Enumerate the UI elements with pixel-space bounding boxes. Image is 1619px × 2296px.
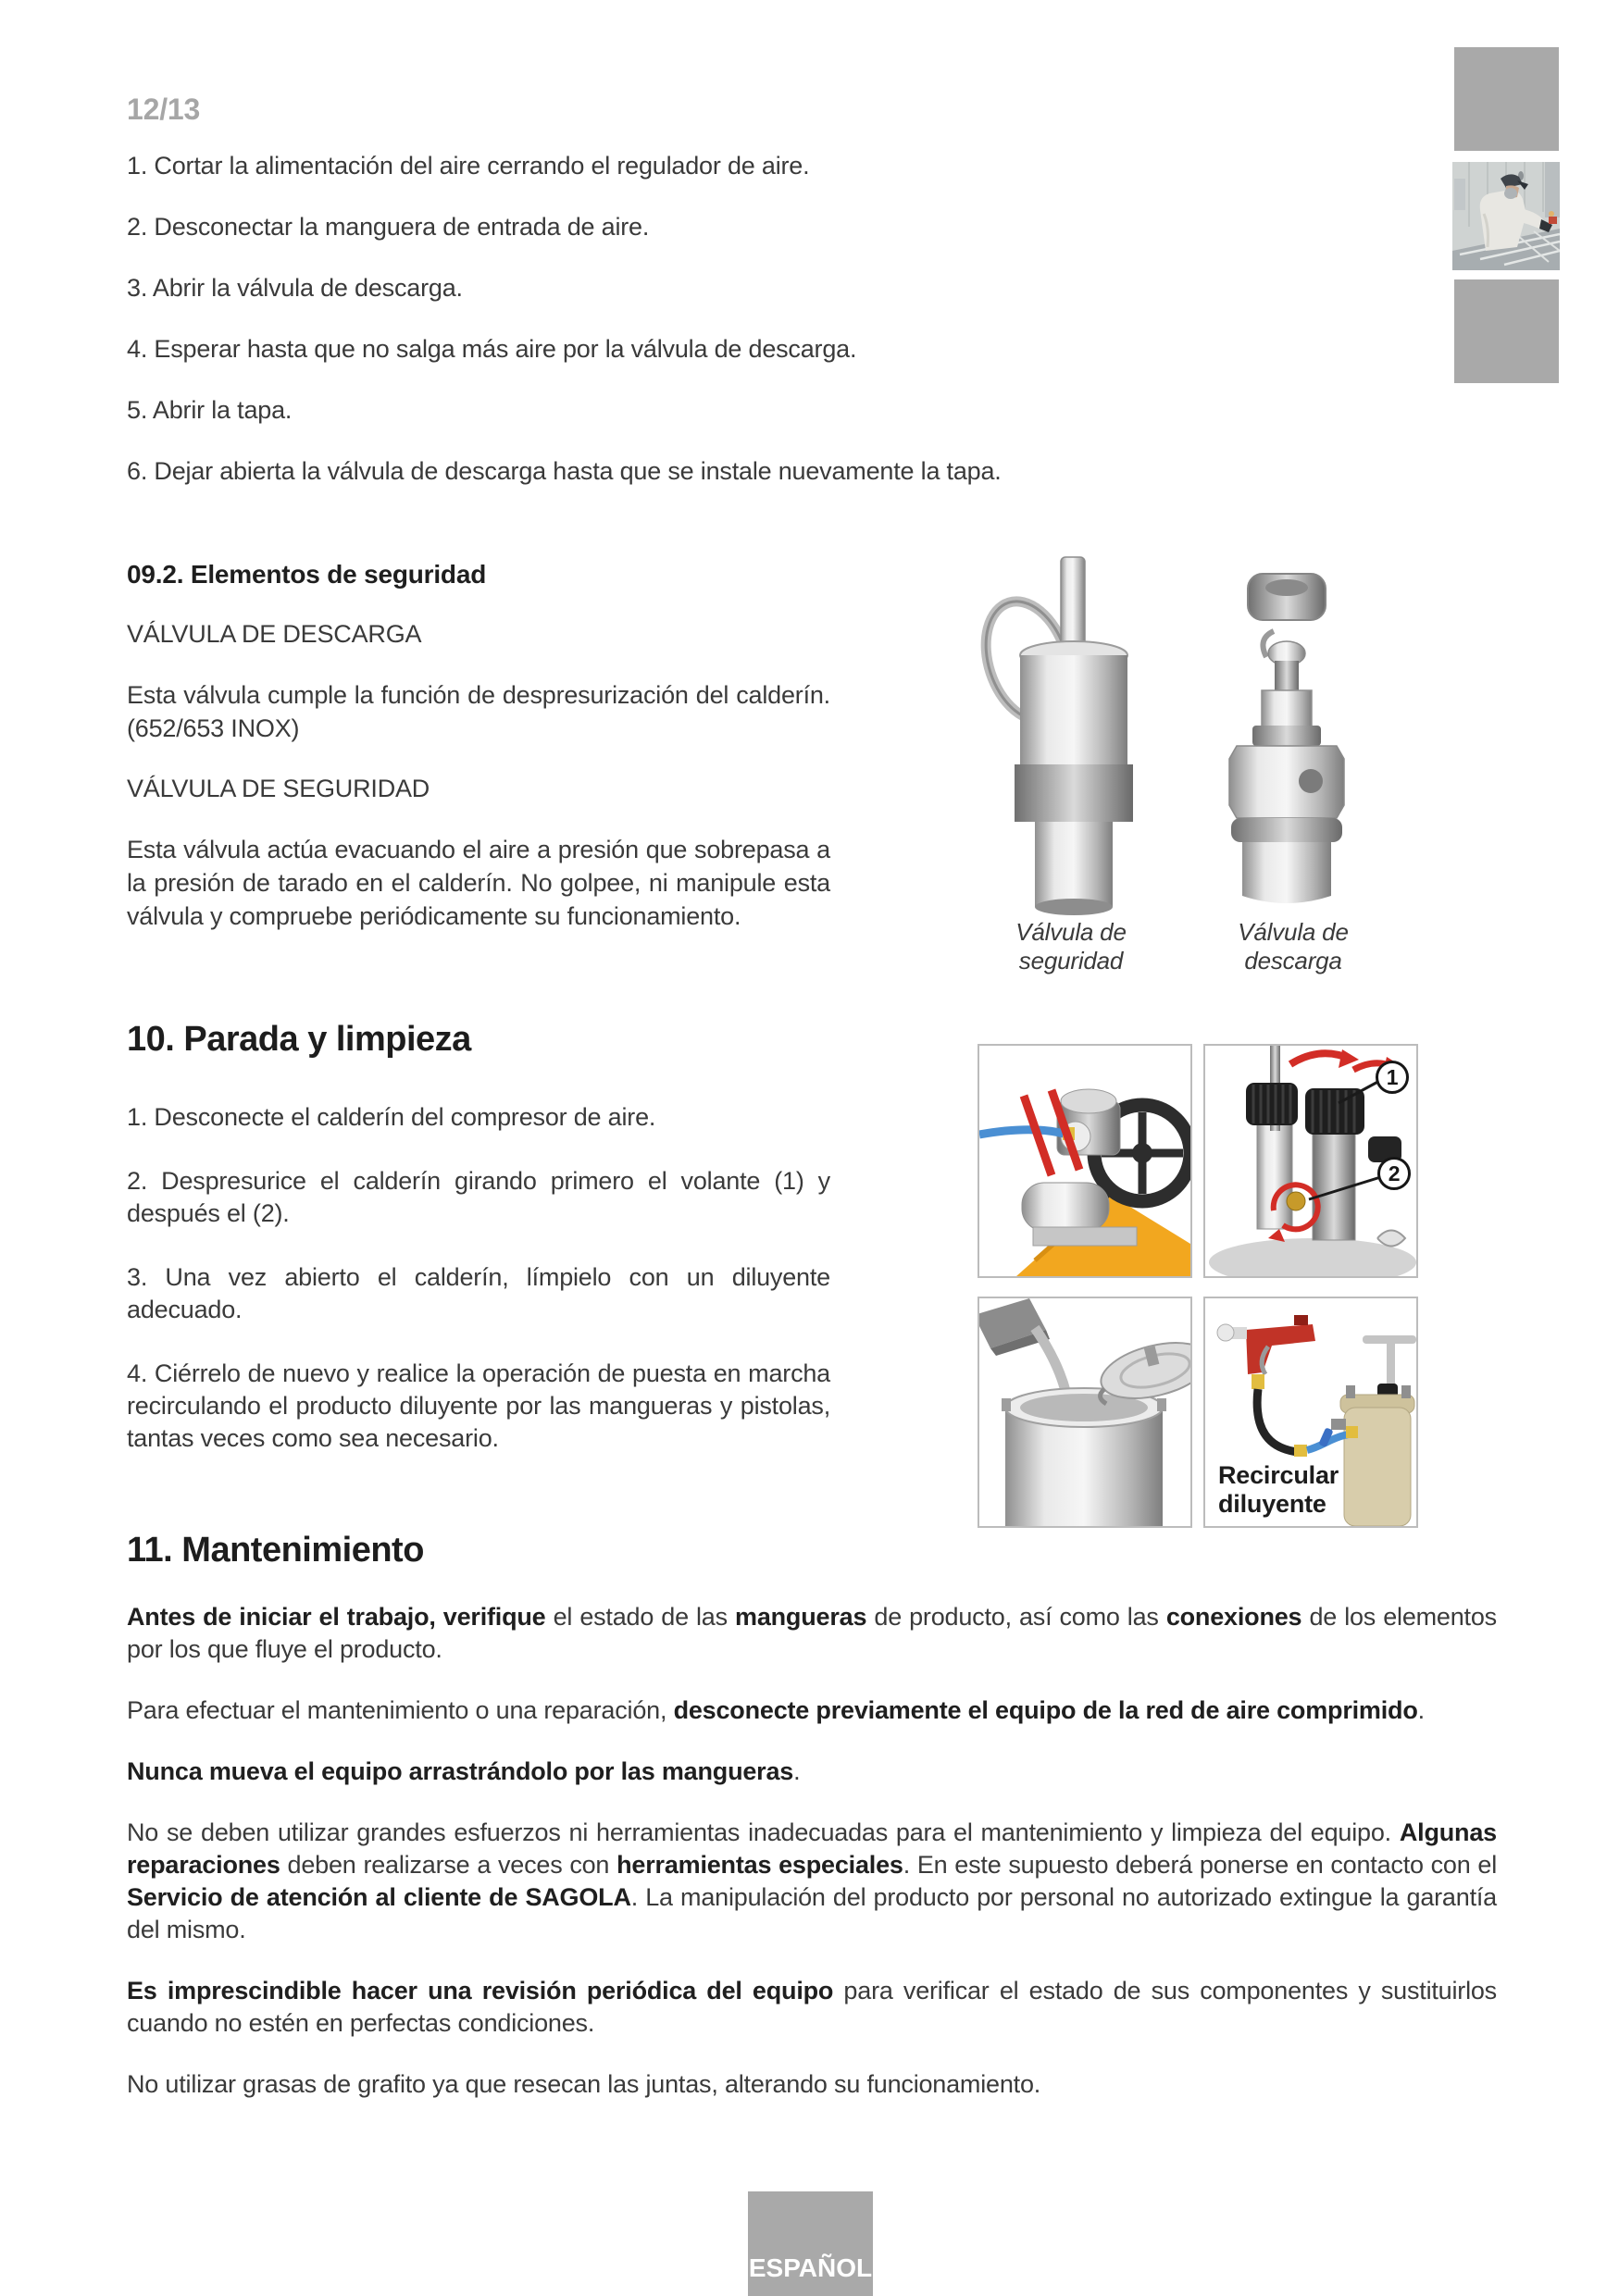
maintenance-paragraph: Antes de iniciar el trabajo, verifique el estado de las mangueras de producto, así como las conexiones de los elementos por los que fluye el producto.	[127, 1603, 1497, 1663]
callout-2-badge: 2	[1377, 1157, 1411, 1190]
section-security-title: 09.2. Elementos de seguridad	[127, 560, 487, 589]
figure-disconnect-compressor	[978, 1044, 1192, 1278]
safety-valve-label: VÁLVULA DE SEGURIDAD	[127, 775, 430, 802]
stop-step: 1. Desconecte el calderín del compresor de aire.	[127, 1103, 656, 1131]
spray-booth-photo-illustration	[1452, 162, 1560, 270]
figure-depressurize-valves	[1203, 1044, 1418, 1278]
safety-valve-caption: Válvula de seguridad	[1015, 918, 1127, 974]
stop-step: 4. Ciérrelo de nuevo y realice la operación de puesta en marcha recirculando el producto diluyente por las mangueras y pistolas, tantas veces como sea necesario.	[127, 1359, 830, 1452]
section-maintenance-title: 11. Mantenimiento	[127, 1531, 424, 1570]
pouring-solvent-illustration	[979, 1298, 1190, 1526]
figure-recirculate-diluent	[1203, 1297, 1418, 1528]
discharge-valve-text: Esta válvula cumple la función de despresurización del calderín. (652/653 INOX)	[127, 681, 830, 742]
safety-valve-illustration	[979, 552, 1153, 918]
section-security	[127, 559, 830, 961]
recirculate-caption: Recircular diluyente	[1218, 1461, 1339, 1518]
shutdown-steps-list	[127, 150, 1275, 516]
discharge-valve-caption: Válvula de descarga	[1238, 918, 1349, 974]
stop-step: 2. Despresurice el calderín girando primero el volante (1) y después el (2).	[127, 1167, 830, 1227]
shutdown-step: 3. Abrir la válvula de descarga.	[127, 274, 463, 302]
stop-step: 3. Una vez abierto el calderín, límpielo con un diluyente adecuado.	[127, 1263, 830, 1323]
section-stop-cleaning	[127, 1018, 830, 1486]
footer-language-label: ESPAÑOL	[748, 2253, 873, 2282]
discharge-valve-label: VÁLVULA DE DESCARGA	[127, 620, 422, 648]
section-maintenance	[127, 1529, 1497, 2129]
discharge-valve-figure	[1211, 568, 1361, 912]
shutdown-step: 6. Dejar abierta la válvula de descarga hasta que se instale nuevamente la tapa.	[127, 457, 1002, 485]
shutdown-step: 2. Desconectar la manguera de entrada de aire.	[127, 213, 650, 241]
discharge-valve-illustration	[1211, 568, 1361, 912]
figure-clean-tank	[978, 1297, 1192, 1528]
maintenance-paragraph: Es imprescindible hacer una revisión periódica del equipo para verificar el estado de sus componentes y sustituirlos cuando no estén en perfectas condiciones.	[127, 1977, 1497, 2037]
maintenance-paragraph: No se deben utilizar grandes esfuerzos ni herramientas inadecuadas para el mantenimiento y limpieza del equipo. Algunas reparaciones deben realizarse a veces con herramientas especiales. En este supuesto deberá ponerse en contacto con el Servicio de atención al cliente de SAGOLA. La manipulación del producto por personal no autorizado extingue la garantía del mismo.	[127, 1818, 1498, 1943]
shutdown-step: 5. Abrir la tapa.	[127, 396, 293, 424]
compressor-cut-hose-illustration	[979, 1046, 1190, 1276]
gray-placeholder-top	[1454, 47, 1559, 151]
shutdown-step: 1. Cortar la alimentación del aire cerrando el regulador de aire.	[127, 152, 810, 180]
safety-valve-figure	[979, 552, 1153, 918]
shutdown-step: 4. Esperar hasta que no salga más aire por la válvula de descarga.	[127, 335, 857, 363]
callout-1-badge: 1	[1376, 1061, 1409, 1094]
section-stop-title: 10. Parada y limpieza	[127, 1020, 471, 1059]
footer-language-tab	[748, 2191, 873, 2296]
safety-valve-text: Esta válvula actúa evacuando el aire a presión que sobrepasa a la presión de tarado en el calderín. No golpee, ni manipule esta válvula y compruebe periódicamente su funcionamiento.	[127, 836, 830, 930]
page-number: 12/13	[127, 93, 201, 126]
photo-spray-booth	[1452, 162, 1560, 270]
maintenance-paragraph: No utilizar grasas de grafito ya que resecan las juntas, alterando su funcionamiento.	[127, 2070, 1041, 2098]
maintenance-paragraph: Nunca mueva el equipo arrastrándolo por las mangueras.	[127, 1757, 801, 1785]
maintenance-paragraph: Para efectuar el mantenimiento o una reparación, desconecte previamente el equipo de la red de aire comprimido.	[127, 1696, 1425, 1724]
gray-placeholder-bottom	[1454, 279, 1559, 383]
